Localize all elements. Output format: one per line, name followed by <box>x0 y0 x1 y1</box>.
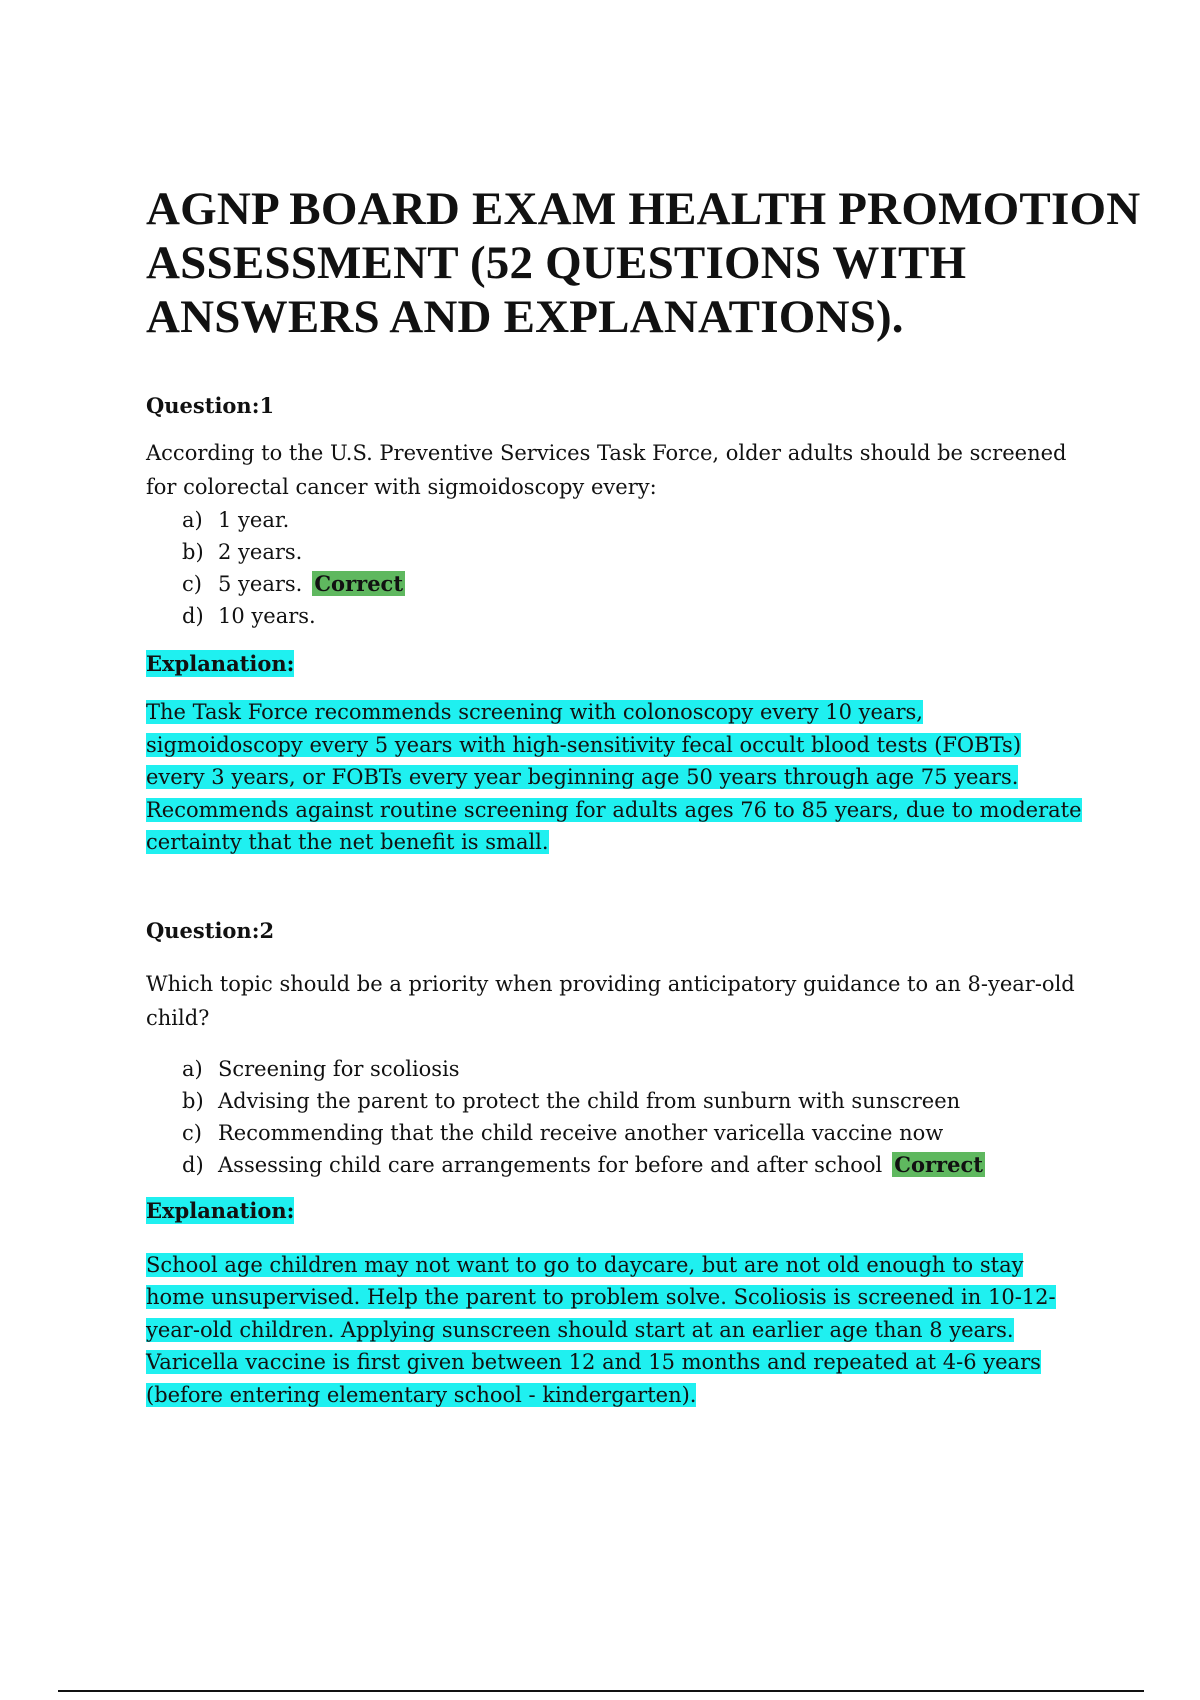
option-letter: b) <box>182 1088 204 1113</box>
option-list <box>146 504 1186 632</box>
option-text: Screening for scoliosis <box>218 1056 460 1081</box>
footer-divider <box>58 1690 1144 1692</box>
option-text: Assessing child care arrangements for before and after school <box>218 1152 883 1177</box>
option-b <box>182 536 1186 568</box>
option-text: Advising the parent to protect the child from sunburn with sunscreen <box>218 1088 961 1113</box>
option-a <box>182 504 1186 536</box>
explanation-text <box>146 696 1086 859</box>
option-text: 1 year. <box>218 508 290 532</box>
option-letter: a) <box>182 508 203 532</box>
question-block-1 <box>146 392 1186 859</box>
question-label: Question:2 <box>146 917 275 943</box>
option-letter: d) <box>182 604 204 628</box>
explanation-label-text: Explanation: <box>146 1197 295 1223</box>
question-text: Which topic should be a priority when providing anticipatory guidance to an 8-year-old child? <box>146 971 1075 1030</box>
question-block-2 <box>146 917 1186 1412</box>
question-text: According to the U.S. Preventive Services Task Force, older adults should be screened for colorectal cancer with sigmoidoscopy every: <box>146 441 1067 499</box>
explanation-label <box>146 650 1186 678</box>
option-letter: c) <box>182 1120 202 1145</box>
option-text: 2 years. <box>218 540 303 564</box>
option-letter: a) <box>182 1056 203 1081</box>
option-letter: c) <box>182 572 202 596</box>
option-d <box>182 1149 1186 1181</box>
option-letter: b) <box>182 540 204 564</box>
option-letter: d) <box>182 1152 204 1177</box>
explanation-text <box>146 1249 1086 1412</box>
option-list <box>146 1053 1186 1181</box>
explanation-highlight: School age children may not want to go to daycare, but are not old enough to stay home unsupervised. Help the parent to problem solve. Scoliosis is screened in 10-12-year-old children. Applying sunscreen should start at an earlier age than 8 years. Varicella vaccine is first given between 12 and 15 months and repeated at 4-6 years (before entering elementary school - kindergarten). <box>146 1252 1056 1407</box>
explanation-label <box>146 1197 1186 1225</box>
correct-badge: Correct <box>314 571 404 596</box>
option-b <box>182 1085 1186 1117</box>
option-a <box>182 1053 1186 1085</box>
option-c <box>182 1117 1186 1149</box>
explanation-label-text: Explanation: <box>146 651 295 676</box>
question-label: Question:1 <box>146 393 275 418</box>
option-text: 5 years. <box>218 572 303 596</box>
option-text: 10 years. <box>218 604 316 628</box>
correct-badge: Correct <box>894 1151 983 1177</box>
option-text: Recommending that the child receive another varicella vaccine now <box>218 1120 944 1145</box>
explanation-highlight: The Task Force recommends screening with colonoscopy every 10 years, sigmoidoscopy every 5 years with high-sensitivity fecal occult blood tests (FOBTs) every 3 years, or FOBTs every year beginning age 50 years through age 75 years. Recommends against routine screening for adults ages 76 to 85 years, due to moderate certainty that the net benefit is small. <box>146 700 1082 854</box>
option-c <box>182 568 1186 600</box>
option-d <box>182 600 1186 632</box>
document-page <box>146 182 1186 1411</box>
document-title: AGNP BOARD EXAM HEALTH PROMOTION ASSESSMENT (52 QUESTIONS WITH ANSWERS AND EXPLANATIONS). <box>146 183 1141 343</box>
